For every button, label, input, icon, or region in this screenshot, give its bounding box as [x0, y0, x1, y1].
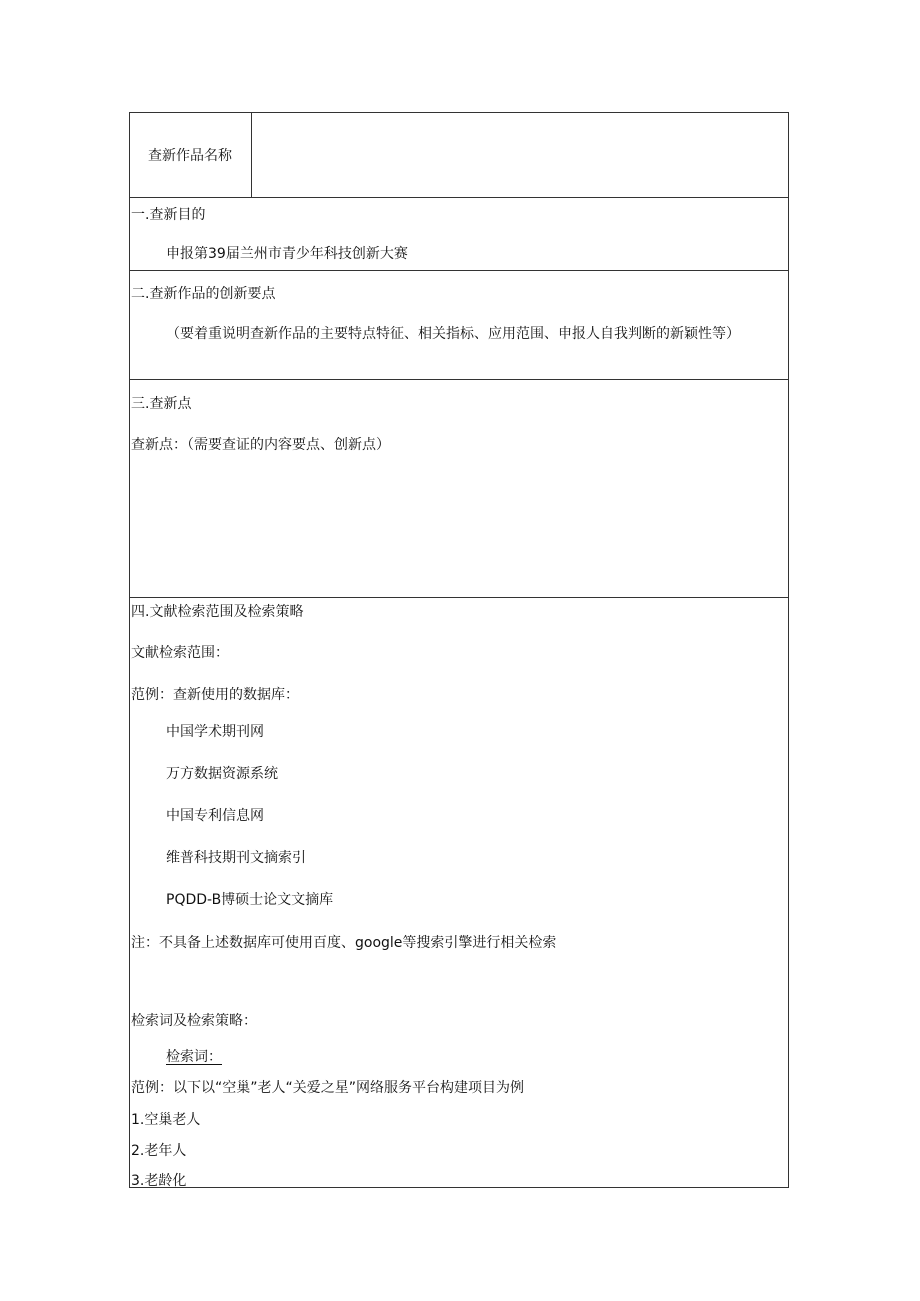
keyword-item: 2.老年人: [131, 1143, 187, 1159]
database-item: 万方数据资源系统: [166, 766, 278, 782]
keyword-item: 3.老龄化: [131, 1173, 187, 1189]
example-label: 范例：查新使用的数据库：: [131, 687, 299, 703]
keywords-strategy-label: 检索词及检索策略：: [131, 1013, 257, 1029]
work-name-label: 查新作品名称: [148, 148, 232, 164]
column-divider: [251, 112, 252, 197]
section2-heading: 二.查新作品的创新要点: [131, 286, 276, 302]
scope-label: 文献检索范围：: [131, 645, 229, 661]
search-note: 注：不具备上述数据库可使用百度、google等搜索引擎进行相关检索: [131, 935, 557, 951]
section3-heading: 三.查新点: [131, 396, 192, 412]
row-divider: [129, 270, 789, 271]
row-divider: [129, 197, 789, 198]
section1-heading: 一.查新目的: [131, 207, 206, 223]
database-item: 中国学术期刊网: [166, 724, 264, 740]
section2-content: （要着重说明查新作品的主要特点特征、相关指标、应用范围、申报人自我判断的新颖性等）: [166, 326, 740, 342]
database-item: 中国专利信息网: [166, 808, 264, 824]
keywords-label: 检索词：: [166, 1049, 222, 1065]
keywords-example: 范例：以下以“空巢”老人“关爱之星”网络服务平台构建项目为例: [131, 1080, 525, 1096]
section1-content: 申报第39届兰州市青少年科技创新大赛: [166, 246, 408, 262]
section4-heading: 四.文献检索范围及检索策略: [131, 604, 304, 620]
database-item: PQDD-B博硕士论文文摘库: [166, 892, 334, 908]
row-divider: [129, 597, 789, 598]
row-divider: [129, 379, 789, 380]
keyword-item: 1.空巢老人: [131, 1112, 201, 1128]
section3-content: 查新点：（需要查证的内容要点、创新点）: [131, 437, 390, 453]
database-item: 维普科技期刊文摘索引: [166, 850, 306, 866]
